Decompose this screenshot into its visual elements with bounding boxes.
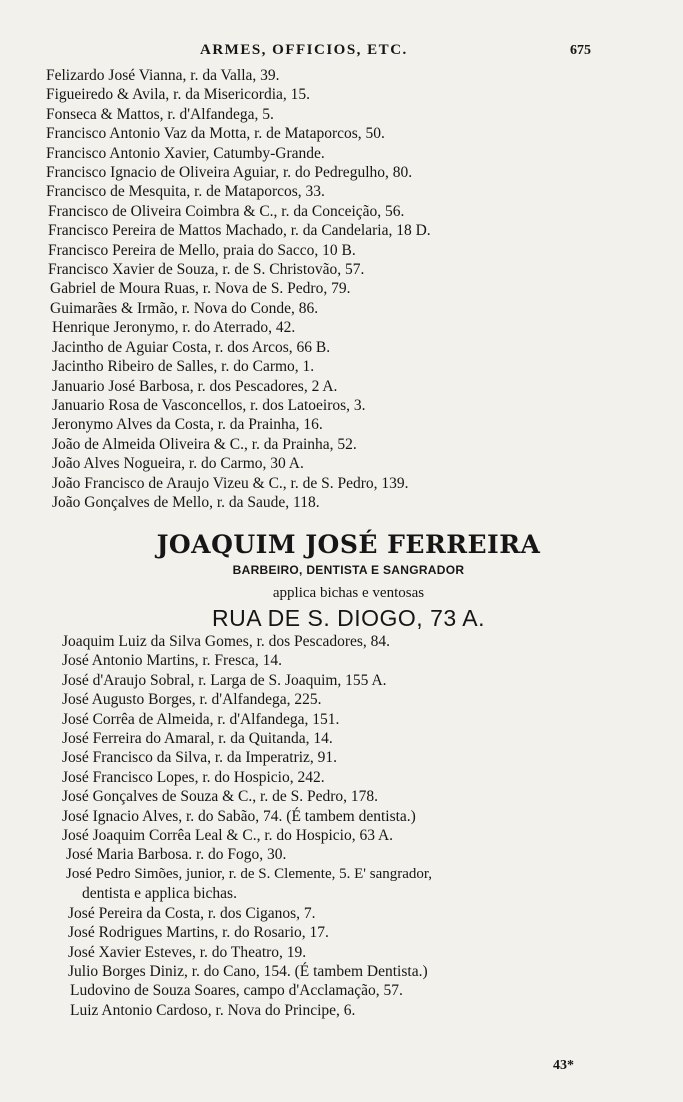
entry-list-bottom	[0, 632, 683, 1020]
entry-line: Francisco Xavier de Souza, r. de S. Christovão, 57.	[48, 261, 365, 279]
entry-list-top	[0, 66, 683, 512]
entry-line: José Xavier Esteves, r. do Theatro, 19.	[68, 943, 307, 961]
entry-line: José Maria Barbosa. r. do Fogo, 30.	[66, 846, 287, 864]
entry-line: João Gonçalves de Mello, r. da Saude, 118.	[52, 493, 320, 511]
entry-line: José Rodrigues Martins, r. do Rosario, 17.	[68, 924, 329, 942]
entry-line: Francisco Antonio Vaz da Motta, r. de Mataporcos, 50.	[46, 125, 385, 143]
entry-line: José Ferreira do Amaral, r. da Quitanda, 14.	[62, 730, 333, 748]
entry-line: Luiz Antonio Cardoso, r. Nova do Principe, 6.	[70, 1001, 356, 1019]
entry-line: Januario José Barbosa, r. dos Pescadores, 2 A.	[52, 377, 338, 395]
entry-line: José Francisco da Silva, r. da Imperatriz, 91.	[62, 749, 338, 767]
entry-line: Francisco Pereira de Mello, praia do Sacco, 10 B.	[48, 241, 356, 259]
entry-line: Francisco Pereira de Mattos Machado, r. da Candelaria, 18 D.	[48, 222, 431, 240]
entry-line: José Corrêa de Almeida, r. d'Alfandega, 151.	[62, 710, 340, 728]
entry-line: Jeronymo Alves da Costa, r. da Prainha, 16.	[52, 416, 323, 434]
entry-line: José Ignacio Alves, r. do Sabão, 74. (É tambem dentista.)	[62, 807, 416, 825]
entry-line: Guimarães & Irmão, r. Nova do Conde, 86.	[50, 299, 319, 317]
entry-line: João Alves Nogueira, r. do Carmo, 30 A.	[52, 455, 304, 473]
entry-line: Gabriel de Moura Ruas, r. Nova de S. Pedro, 79.	[50, 280, 351, 298]
entry-line: Francisco Ignacio de Oliveira Aguiar, r. do Pedregulho, 80.	[46, 164, 413, 182]
entry-line: Julio Borges Diniz, r. do Cano, 154. (É tambem Dentista.)	[68, 962, 428, 980]
entry-line: José Pedro Simões, junior, r. de S. Clemente, 5. E' sangrador,	[66, 865, 433, 882]
entry-line: Figueiredo & Avila, r. da Misericordia, 15.	[46, 86, 311, 104]
entry-line: Francisco de Oliveira Coimbra & C., r. da Conceição, 56.	[48, 202, 405, 220]
entry-line: Jacintho Ribeiro de Salles, r. do Carmo, 1.	[52, 358, 315, 376]
entry-line: Jacintho de Aguiar Costa, r. dos Arcos, 66 B.	[52, 338, 331, 356]
page-number: 675	[570, 43, 591, 58]
entry-line: José Antonio Martins, r. Fresca, 14.	[62, 652, 282, 670]
entry-continuation-line: dentista e applica bichas.	[82, 885, 237, 903]
entry-line: Fonseca & Mattos, r. d'Alfandega, 5.	[46, 105, 274, 123]
entry-line: João Francisco de Araujo Vizeu & C., r. de S. Pedro, 139.	[52, 474, 409, 492]
entry-line: José Pereira da Costa, r. dos Ciganos, 7.	[68, 904, 316, 922]
advertisement-services: applica bichas e ventosas	[272, 585, 425, 601]
entry-line: José Joaquim Corrêa Leal & C., r. do Hospicio, 63 A.	[62, 827, 394, 845]
entry-line: José Gonçalves de Souza & C., r. de S. Pedro, 178.	[62, 788, 378, 806]
entry-line: Ludovino de Souza Soares, campo d'Acclamação, 57.	[70, 982, 403, 1000]
entry-line: Felizardo José Vianna, r. da Valla, 39.	[46, 67, 280, 84]
advertisement-name: JOAQUIM JOSÉ FERREIRA	[156, 530, 541, 559]
entry-line: Januario Rosa de Vasconcellos, r. dos Latoeiros, 3.	[52, 396, 366, 414]
entry-line: Francisco de Mesquita, r. de Mataporcos, 33.	[46, 183, 325, 201]
entry-line: Henrique Jeronymo, r. do Aterrado, 42.	[52, 319, 296, 337]
entry-line: Joaquim Luiz da Silva Gomes, r. dos Pescadores, 84.	[62, 633, 391, 650]
entry-line: José Francisco Lopes, r. do Hospicio, 242.	[62, 768, 325, 786]
advertisement-trades: BARBEIRO, DENTISTA E SANGRADOR	[232, 563, 465, 577]
page-header-title: ARMES, OFFICIOS, ETC.	[200, 42, 408, 58]
entry-line: José Augusto Borges, r. d'Alfandega, 225.	[62, 691, 322, 709]
entry-line: José d'Araujo Sobral, r. Larga de S. Joaquim, 155 A.	[62, 671, 387, 689]
advertisement-address: RUA DE S. DIOGO, 73 A.	[211, 605, 486, 631]
entry-line: João de Almeida Oliveira & C., r. da Prainha, 52.	[52, 435, 357, 453]
running-head	[0, 42, 683, 64]
entry-line: Francisco Antonio Xavier, Catumby-Grande.	[46, 144, 325, 162]
signature-mark: 43*	[553, 1058, 574, 1073]
